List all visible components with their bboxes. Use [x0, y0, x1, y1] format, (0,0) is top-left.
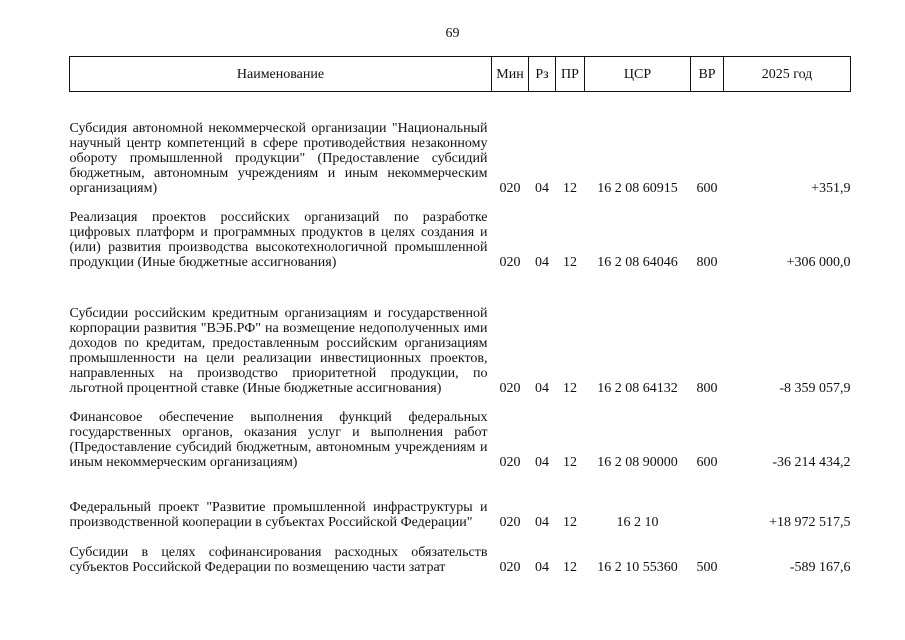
row-pr: 12 — [563, 515, 577, 530]
budget-table — [69, 56, 851, 575]
row-name: Субсидии российским кредитным организациям и государственной корпорации развития "ВЭБ.РФ" на возмещение недополученных ими доходов по кредитам, предоставленным российским организациям промышленности на цели реализации инвестиционных проектов, направленных на производство приоритетной продукции, по льготной процентной ставке (Иные бюджетные ассигнования) — [69, 306, 488, 396]
row-amount: -8 359 057,9 — [779, 381, 851, 396]
row-pr: 12 — [563, 181, 577, 196]
row-pr: 12 — [563, 455, 577, 470]
row-min: 020 — [499, 515, 521, 530]
row-min: 020 — [499, 381, 521, 396]
row-vr: 800 — [696, 381, 718, 396]
row-vr: 800 — [696, 255, 718, 270]
row-amount: -589 167,6 — [789, 560, 851, 575]
row-name: Федеральный проект "Развитие промышленной инфраструктуры и производственной кооперации в субъектах Российской Федерации" — [69, 500, 488, 530]
row-min: 020 — [499, 455, 521, 470]
header-rz: Рз — [529, 57, 556, 92]
row-csr: 16 2 10 55360 — [597, 560, 678, 575]
row-min: 020 — [499, 255, 521, 270]
row-name: Субсидия автономной некоммерческой организации "Национальный научный центр компетенций в сфере противодействия незаконному обороту промышленной продукции" (Предоставление субсидий бюджетным, автономным учреждениям и иным некоммерческим организациям) — [69, 121, 488, 196]
row-name: Реализация проектов российских организаций по разработке цифровых платформ и программных продуктов в целях создания и (или) развития производства высокотехнологичной промышленной продукции (Иные бюджетные ассигнования) — [69, 210, 488, 270]
header-min: Мин — [492, 57, 529, 92]
row-pr: 12 — [563, 381, 577, 396]
table-row — [70, 92, 851, 197]
row-rz: 04 — [535, 181, 549, 196]
header-name: Наименование — [70, 57, 492, 92]
row-vr: 500 — [696, 560, 718, 575]
row-pr: 12 — [563, 255, 577, 270]
row-rz: 04 — [535, 381, 549, 396]
header-pr: ПР — [556, 57, 585, 92]
row-rz: 04 — [535, 255, 549, 270]
table-row — [70, 530, 851, 575]
row-amount: +306 000,0 — [786, 255, 851, 270]
row-vr: 600 — [696, 455, 718, 470]
row-min: 020 — [499, 181, 521, 196]
row-amount: +18 972 517,5 — [769, 515, 851, 530]
table-header-row — [70, 57, 851, 92]
header-vr: ВР — [691, 57, 724, 92]
header-year: 2025 год — [724, 57, 851, 92]
row-amount: +351,9 — [811, 181, 851, 196]
row-vr: 600 — [696, 181, 718, 196]
row-csr: 16 2 08 60915 — [597, 181, 678, 196]
row-csr: 16 2 10 — [616, 515, 659, 530]
table-row — [70, 196, 851, 270]
row-rz: 04 — [535, 515, 549, 530]
row-rz: 04 — [535, 560, 549, 575]
table-row — [70, 470, 851, 530]
header-csr: ЦСР — [585, 57, 691, 92]
row-amount: -36 214 434,2 — [772, 455, 851, 470]
page-number: 69 — [445, 26, 460, 41]
row-name: Финансовое обеспечение выполнения функций федеральных государственных органов, оказания услуг и выполнения работ (Предоставление субсидий бюджетным, автономным учреждениям и иным некоммерческим организациям) — [69, 410, 488, 470]
row-pr: 12 — [563, 560, 577, 575]
row-csr: 16 2 08 64046 — [597, 255, 678, 270]
row-name: Субсидии в целях софинансирования расходных обязательств субъектов Российской Федерации по возмещению части затрат — [69, 545, 488, 575]
table-row — [70, 396, 851, 470]
row-csr: 16 2 08 64132 — [597, 381, 678, 396]
row-rz: 04 — [535, 455, 549, 470]
row-vr — [691, 470, 724, 530]
table-row — [70, 270, 851, 396]
row-min: 020 — [499, 560, 521, 575]
row-csr: 16 2 08 90000 — [597, 455, 678, 470]
